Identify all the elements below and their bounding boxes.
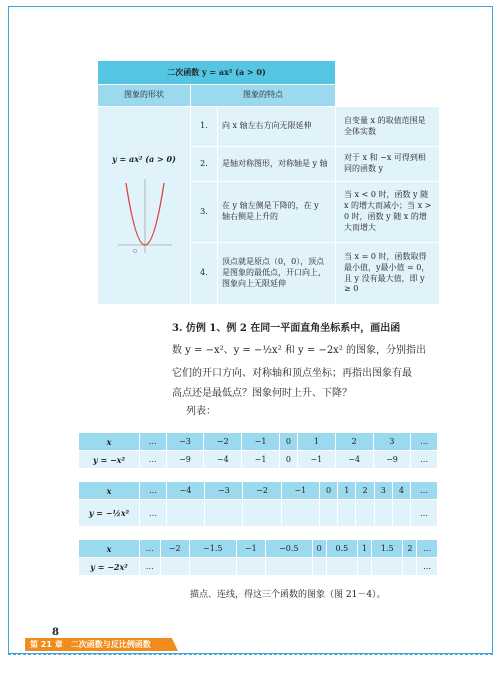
table-cell <box>326 558 357 576</box>
table-row <box>79 540 438 558</box>
table-cell: −3 <box>166 433 204 451</box>
value-table-1 <box>78 432 438 469</box>
table-row <box>79 451 438 469</box>
table-cell: … <box>411 451 438 469</box>
exercise-line-1: 3. 仿例 1、例 2 在同一平面直角坐标系中，画出函 <box>172 323 401 334</box>
table-cell: −2 <box>204 433 242 451</box>
table-cell: x <box>79 433 140 451</box>
table-cell: … <box>417 558 438 576</box>
shape-formula: y = ax² (a > 0) <box>112 154 176 165</box>
table-cell: … <box>140 482 167 500</box>
table-cell <box>403 558 417 576</box>
exercise-line-2: 数 y = −x²、y = −½x² 和 y = −2x² 的图象，分别指出 <box>172 345 427 356</box>
dashed-divider <box>8 654 493 655</box>
property-text: 对于 x 和 −x 可得到相同的函数 y <box>336 147 440 182</box>
shape-cell <box>98 107 191 305</box>
table-cell: −0.5 <box>265 540 312 558</box>
table-cell <box>243 500 281 527</box>
exercise-line-3: 它们的开口方向、对称轴和顶点坐标；再指出图象有最 <box>172 368 412 379</box>
exercise-line-4: 高点还是最低点？图象何时上升、下降？ <box>172 388 352 399</box>
table-cell: −1.5 <box>189 540 236 558</box>
figure-caption: 描点、连线，得这三个函数的图象（图 21－4）。 <box>190 590 386 600</box>
table-cell: −2 <box>243 482 281 500</box>
table-cell <box>166 500 204 527</box>
table-cell <box>265 558 312 576</box>
table-cell <box>281 500 319 527</box>
table-cell: … <box>140 451 167 469</box>
table-cell: … <box>140 433 167 451</box>
table-cell: −2 <box>160 540 189 558</box>
table-cell: 0 <box>312 540 326 558</box>
table-cell: 3 <box>373 433 411 451</box>
table-cell: 1 <box>297 433 335 451</box>
table-cell: y = −½x² <box>79 500 140 527</box>
table-cell: −1 <box>281 482 319 500</box>
table-cell: 1.5 <box>371 540 402 558</box>
property-text: 当 x = 0 时，函数取得最小值，y最小值 = 0，且 y 没有最大值，即 y ≥ 0 <box>336 243 440 305</box>
properties-table <box>97 60 440 305</box>
table-cell <box>205 500 243 527</box>
table-cell: … <box>411 433 438 451</box>
table-cell <box>356 500 374 527</box>
list-label: 列表： <box>186 406 216 417</box>
property-text: 当 x < 0 时，函数 y 随 x 的增大而减小；当 x > 0 时，函数 y 随 x 的增大而增大 <box>336 182 440 243</box>
table-cell: −9 <box>166 451 204 469</box>
table-cell: 1 <box>338 482 356 500</box>
table-cell: … <box>411 500 438 527</box>
chapter-label: 第 21 章 二次函数与反比例函数 <box>30 640 151 649</box>
table-cell: −1 <box>236 540 265 558</box>
feature-text: 在 y 轴左侧是下降的，在 y 轴右侧是上升的 <box>218 182 336 243</box>
row-number: 3. <box>191 182 218 243</box>
table-cell: 0.5 <box>326 540 357 558</box>
table-cell: 0 <box>279 433 297 451</box>
value-table-2 <box>78 481 438 527</box>
table-cell: 0 <box>279 451 297 469</box>
feature-text: 顶点就是原点（0，0），顶点是图象的最低点，开口向上，图象向上无限延伸 <box>218 243 336 305</box>
table-row <box>79 482 438 500</box>
table-cell: x <box>79 540 140 558</box>
table-cell: −9 <box>373 451 411 469</box>
table-cell: … <box>140 500 167 527</box>
table-cell: 1 <box>358 540 372 558</box>
table-cell: −1 <box>297 451 335 469</box>
table-cell <box>319 500 337 527</box>
table-cell: 2 <box>335 433 373 451</box>
table-cell: −3 <box>205 482 243 500</box>
page-number: 8 <box>52 627 59 638</box>
table-cell: … <box>140 540 161 558</box>
table-cell: −1 <box>242 451 280 469</box>
svg-text:O: O <box>133 248 137 255</box>
table-cell: −4 <box>204 451 242 469</box>
table-cell: 0 <box>319 482 337 500</box>
table-cell <box>160 558 189 576</box>
table-cell: … <box>411 482 438 500</box>
row-number: 1. <box>191 107 218 147</box>
row-number: 2. <box>191 147 218 182</box>
table-cell: 2 <box>356 482 374 500</box>
table-row <box>79 433 438 451</box>
table-cell <box>189 558 236 576</box>
row-number: 4. <box>191 243 218 305</box>
property-text: 自变量 x 的取值范围是全体实数 <box>336 107 440 147</box>
feature-text: 是轴对称图形，对称轴是 y 轴 <box>218 147 336 182</box>
table-cell: y = −2x² <box>79 558 140 576</box>
table-cell <box>358 558 372 576</box>
feature-text: 向 x 轴左右方向无限延伸 <box>218 107 336 147</box>
header-shape: 图象的形状 <box>98 85 191 107</box>
table-cell <box>392 500 410 527</box>
table-row <box>79 558 438 576</box>
table-row <box>79 500 438 527</box>
table-cell <box>236 558 265 576</box>
table-cell <box>371 558 402 576</box>
table-cell: y = −x² <box>79 451 140 469</box>
table-cell: x <box>79 482 140 500</box>
table-cell: 4 <box>392 482 410 500</box>
table-cell: −1 <box>242 433 280 451</box>
table-cell: −4 <box>166 482 204 500</box>
table-title: 二次函数 y = ax² (a > 0) <box>98 61 336 85</box>
table-cell: … <box>417 540 438 558</box>
value-table-3 <box>78 539 438 576</box>
table-cell: … <box>140 558 161 576</box>
table-cell <box>338 500 356 527</box>
parabola-graph <box>114 177 174 257</box>
table-cell <box>312 558 326 576</box>
table-cell: −4 <box>335 451 373 469</box>
table-cell <box>374 500 392 527</box>
header-feature: 图象的特点 <box>191 85 336 107</box>
table-cell: 2 <box>403 540 417 558</box>
table-cell: 3 <box>374 482 392 500</box>
